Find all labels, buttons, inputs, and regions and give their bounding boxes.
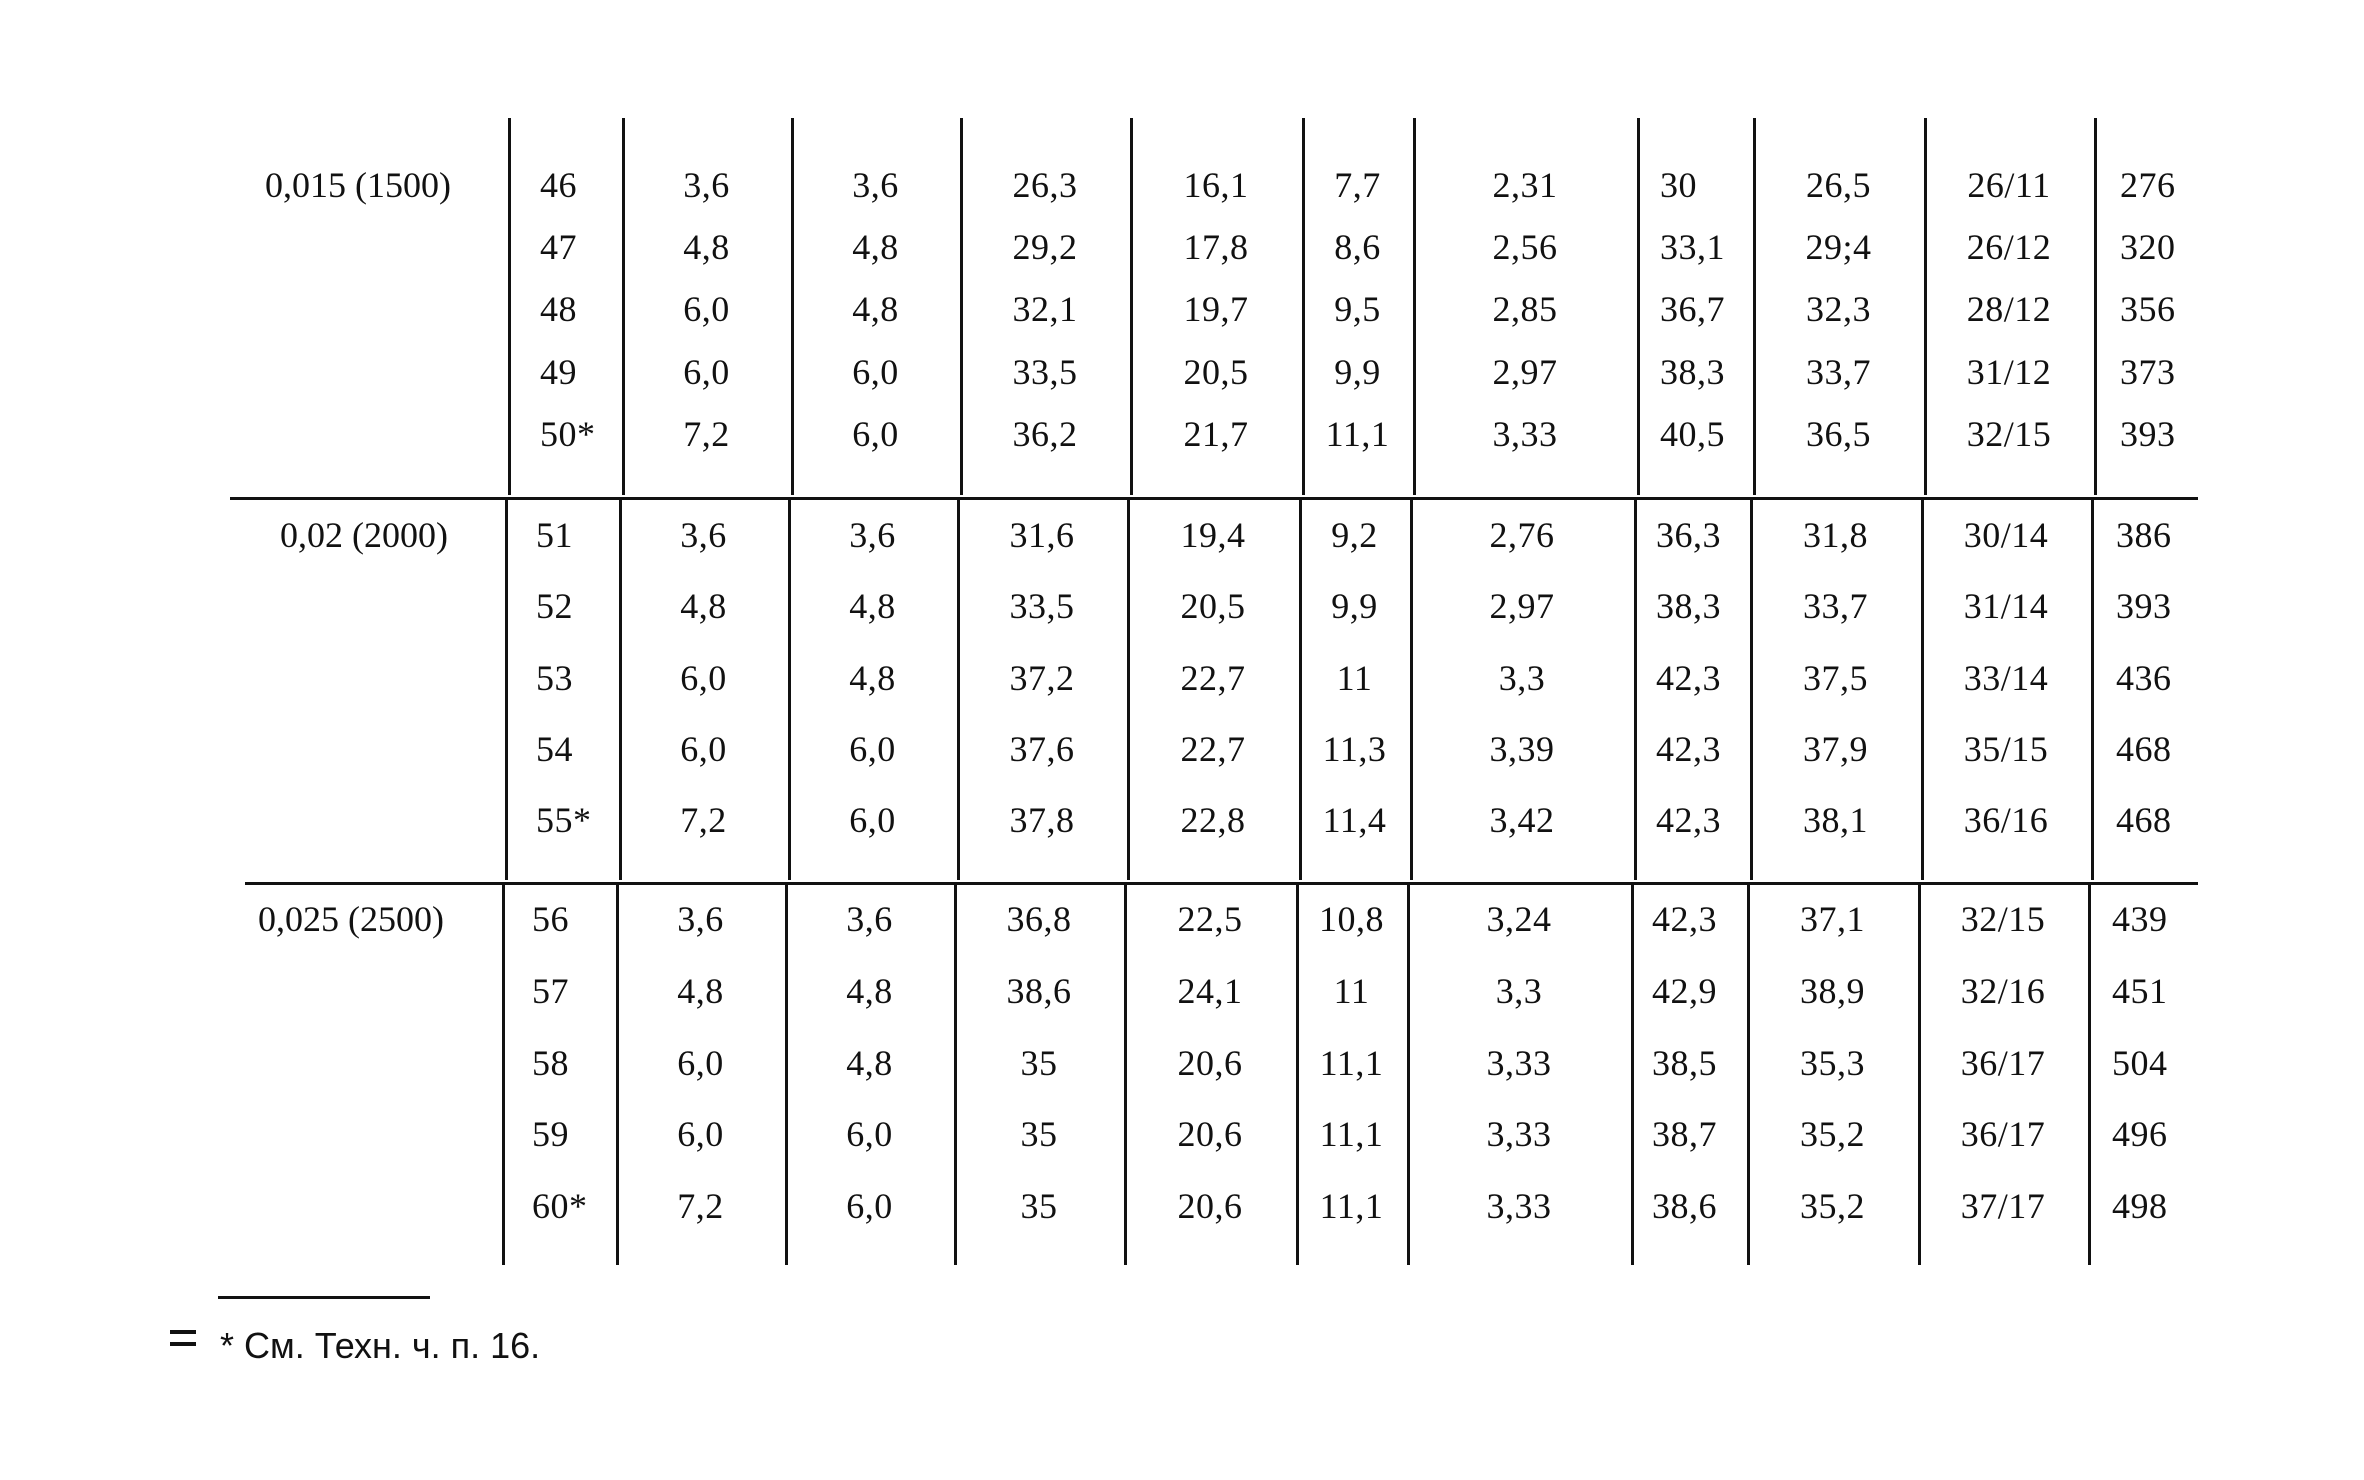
- column-rule: [1924, 118, 1927, 495]
- table-cell: 468: [2116, 800, 2172, 840]
- table-cell: 11,1: [1319, 1186, 1384, 1226]
- table-cell: 37,5: [1803, 658, 1868, 698]
- column-rule: [505, 500, 508, 880]
- table-cell: 451: [2112, 971, 2168, 1011]
- table-cell: 386: [2116, 515, 2172, 555]
- table-cell: 29;4: [1805, 227, 1872, 267]
- table-cell: 11,3: [1322, 729, 1387, 769]
- table-cell: 32/15: [1960, 899, 2046, 939]
- table-cell: 439: [2112, 899, 2168, 939]
- table-cell: 33,7: [1806, 352, 1871, 392]
- table-cell: 8,6: [1334, 227, 1381, 267]
- table-cell: 22,7: [1180, 729, 1246, 769]
- column-rule: [1127, 500, 1130, 880]
- table-cell: 3,33: [1486, 1114, 1552, 1154]
- table-cell: 42,9: [1652, 971, 1717, 1011]
- table-cell: 36,3: [1656, 515, 1721, 555]
- table-cell: 38,6: [1006, 971, 1072, 1011]
- table-cell: 32,3: [1806, 289, 1871, 329]
- table-cell: 10,8: [1319, 899, 1384, 939]
- column-rule: [1637, 118, 1640, 495]
- table-cell: 2,31: [1492, 165, 1558, 205]
- table-cell: 32,1: [1012, 289, 1078, 329]
- table-cell: 11,4: [1322, 800, 1387, 840]
- column-rule: [616, 885, 619, 1265]
- table-cell: 20,6: [1177, 1114, 1243, 1154]
- table-cell: 42,3: [1652, 899, 1717, 939]
- table-cell: 38,1: [1803, 800, 1868, 840]
- table-cell: 26/12: [1966, 227, 2052, 267]
- table-cell: 38,7: [1652, 1114, 1717, 1154]
- table-cell: 20,6: [1177, 1043, 1243, 1083]
- table-cell: 33,5: [1012, 352, 1078, 392]
- table-cell: 36/17: [1960, 1114, 2046, 1154]
- group-divider-1: [230, 497, 2198, 500]
- column-rule: [1130, 118, 1133, 495]
- table-cell: 30/14: [1963, 515, 2049, 555]
- table-cell: 37,9: [1803, 729, 1868, 769]
- table-cell: 21,7: [1183, 414, 1249, 454]
- table-cell: 33,1: [1660, 227, 1725, 267]
- column-rule: [1634, 500, 1637, 880]
- table-cell: 36,2: [1012, 414, 1078, 454]
- table-cell: 9,9: [1331, 586, 1378, 626]
- table-cell: 31,8: [1803, 515, 1868, 555]
- row-number-cell: 54: [536, 729, 573, 769]
- column-rule: [2088, 885, 2091, 1265]
- table-cell: 2,76: [1489, 515, 1555, 555]
- table-cell: 498: [2112, 1186, 2168, 1226]
- table-cell: 35/15: [1963, 729, 2049, 769]
- table-cell: 38,3: [1660, 352, 1725, 392]
- table-cell: 4,8: [849, 658, 896, 698]
- table-cell: 4,8: [852, 289, 899, 329]
- table-cell: 19,4: [1180, 515, 1246, 555]
- table-cell: 3,6: [677, 899, 724, 939]
- column-rule: [1631, 885, 1634, 1265]
- table-cell: 2,97: [1489, 586, 1555, 626]
- table-cell: 31/14: [1963, 586, 2049, 626]
- table-cell: 4,8: [852, 227, 899, 267]
- table-cell: 7,7: [1334, 165, 1381, 205]
- table-cell: 36/16: [1963, 800, 2049, 840]
- group-label: 0,025 (2500): [258, 899, 444, 939]
- table-cell: 7,2: [680, 800, 727, 840]
- row-number-cell: 51: [536, 515, 573, 555]
- table-cell: 22,5: [1177, 899, 1243, 939]
- table-cell: 7,2: [677, 1186, 724, 1226]
- table-cell: 35,2: [1800, 1114, 1865, 1154]
- table-cell: 37,8: [1009, 800, 1075, 840]
- table-cell: 35: [1020, 1043, 1058, 1083]
- table-cell: 3,6: [846, 899, 893, 939]
- table-cell: 16,1: [1183, 165, 1249, 205]
- table-cell: 6,0: [849, 800, 896, 840]
- table-cell: 276: [2120, 165, 2176, 205]
- row-number-cell: 59: [532, 1114, 569, 1154]
- table-cell: 4,8: [677, 971, 724, 1011]
- table-cell: 6,0: [846, 1186, 893, 1226]
- table-cell: 4,8: [849, 586, 896, 626]
- table-cell: 6,0: [852, 352, 899, 392]
- table-cell: 28/12: [1966, 289, 2052, 329]
- table-cell: 22,7: [1180, 658, 1246, 698]
- column-rule: [788, 500, 791, 880]
- table-cell: 11,1: [1325, 414, 1390, 454]
- table-cell: 30: [1660, 165, 1697, 205]
- column-rule: [619, 500, 622, 880]
- table-cell: 3,24: [1486, 899, 1552, 939]
- table-cell: 393: [2116, 586, 2172, 626]
- table-cell: 496: [2112, 1114, 2168, 1154]
- column-rule: [957, 500, 960, 880]
- column-rule: [1918, 885, 1921, 1265]
- table-cell: 3,3: [1498, 658, 1546, 698]
- table-cell: 42,3: [1656, 800, 1721, 840]
- table-cell: 37,6: [1009, 729, 1075, 769]
- table-cell: 26,3: [1012, 165, 1078, 205]
- row-number-cell: 48: [540, 289, 577, 329]
- table-cell: 32/16: [1960, 971, 2046, 1011]
- table-cell: 3,6: [683, 165, 730, 205]
- row-number-cell: 58: [532, 1043, 569, 1083]
- table-cell: 2,56: [1492, 227, 1558, 267]
- row-number-cell: 57: [532, 971, 569, 1011]
- table-cell: 17,8: [1183, 227, 1249, 267]
- table-cell: 38,9: [1800, 971, 1865, 1011]
- group-label: 0,02 (2000): [280, 515, 448, 555]
- table-cell: 2,97: [1492, 352, 1558, 392]
- table-cell: 3,6: [680, 515, 727, 555]
- table-cell: 4,8: [680, 586, 727, 626]
- table-cell: 42,3: [1656, 729, 1721, 769]
- column-rule: [1124, 885, 1127, 1265]
- column-rule: [2094, 118, 2097, 495]
- table-cell: 36,7: [1660, 289, 1725, 329]
- table-cell: 7,2: [683, 414, 730, 454]
- table-cell: 6,0: [683, 289, 730, 329]
- table-cell: 31/12: [1966, 352, 2052, 392]
- table-cell: 26,5: [1806, 165, 1871, 205]
- table-cell: 9,9: [1334, 352, 1381, 392]
- row-number-cell: 46: [540, 165, 577, 205]
- group-label: 0,015 (1500): [265, 165, 451, 205]
- column-rule: [960, 118, 963, 495]
- table-cell: 36,5: [1806, 414, 1871, 454]
- table-cell: 36,8: [1006, 899, 1072, 939]
- table-cell: 26/11: [1967, 165, 2051, 205]
- table-cell: 35: [1020, 1114, 1058, 1154]
- table-cell: 9,2: [1331, 515, 1378, 555]
- column-rule: [1753, 118, 1756, 495]
- row-number-cell: 53: [536, 658, 573, 698]
- table-cell: 20,6: [1177, 1186, 1243, 1226]
- row-number-cell: 55*: [536, 800, 592, 840]
- table-cell: 356: [2120, 289, 2176, 329]
- table-cell: 6,0: [852, 414, 899, 454]
- column-rule: [785, 885, 788, 1265]
- column-rule: [2091, 500, 2094, 880]
- column-rule: [622, 118, 625, 495]
- table-cell: 9,5: [1334, 289, 1381, 329]
- table-cell: 6,0: [677, 1114, 724, 1154]
- table-cell: 3,3: [1495, 971, 1543, 1011]
- table-cell: 3,33: [1486, 1186, 1552, 1226]
- table-cell: 6,0: [680, 729, 727, 769]
- table-cell: 32/15: [1966, 414, 2052, 454]
- table-cell: 3,6: [852, 165, 899, 205]
- column-rule: [791, 118, 794, 495]
- table-cell: 29,2: [1012, 227, 1078, 267]
- table-cell: 36/17: [1960, 1043, 2046, 1083]
- table-cell: 468: [2116, 729, 2172, 769]
- table-cell: 22,8: [1180, 800, 1246, 840]
- table-cell: 2,85: [1492, 289, 1558, 329]
- column-rule: [1750, 500, 1753, 880]
- table-cell: 3,42: [1489, 800, 1555, 840]
- table-cell: 20,5: [1180, 586, 1246, 626]
- group-divider-2: [245, 882, 2198, 885]
- row-number-cell: 56: [532, 899, 569, 939]
- footnote-margin-mark: [170, 1330, 196, 1350]
- table-cell: 19,7: [1183, 289, 1249, 329]
- table-cell: 38,5: [1652, 1043, 1717, 1083]
- table-cell: 37,1: [1800, 899, 1865, 939]
- table-cell: 436: [2116, 658, 2172, 698]
- column-rule: [508, 118, 511, 495]
- row-number-cell: 52: [536, 586, 573, 626]
- table-cell: 38,3: [1656, 586, 1721, 626]
- table-cell: 6,0: [849, 729, 896, 769]
- table-cell: 11,1: [1319, 1114, 1384, 1154]
- column-rule: [1747, 885, 1750, 1265]
- table-cell: 35,2: [1800, 1186, 1865, 1226]
- table-cell: 393: [2120, 414, 2176, 454]
- table-cell: 4,8: [683, 227, 730, 267]
- table-cell: 11: [1336, 658, 1373, 698]
- row-number-cell: 49: [540, 352, 577, 392]
- table-cell: 3,33: [1486, 1043, 1552, 1083]
- table-cell: 6,0: [680, 658, 727, 698]
- table-cell: 6,0: [677, 1043, 724, 1083]
- row-number-cell: 50*: [540, 414, 596, 454]
- table-cell: 31,6: [1009, 515, 1075, 555]
- table-cell: 33,5: [1009, 586, 1075, 626]
- table-cell: 24,1: [1177, 971, 1243, 1011]
- table-cell: 3,6: [849, 515, 896, 555]
- table-cell: 6,0: [683, 352, 730, 392]
- table-cell: 33,7: [1803, 586, 1868, 626]
- table-cell: 35: [1020, 1186, 1058, 1226]
- table-cell: 40,5: [1660, 414, 1725, 454]
- table-cell: 4,8: [846, 1043, 893, 1083]
- table-cell: 11: [1333, 971, 1370, 1011]
- table-cell: 42,3: [1656, 658, 1721, 698]
- table-cell: 320: [2120, 227, 2176, 267]
- table-cell: 3,39: [1489, 729, 1555, 769]
- column-rule: [1921, 500, 1924, 880]
- footnote: * См. Техн. ч. п. 16.: [220, 1325, 541, 1366]
- column-rule: [954, 885, 957, 1265]
- column-rule: [502, 885, 505, 1265]
- table-cell: 20,5: [1183, 352, 1249, 392]
- row-number-cell: 60*: [532, 1186, 588, 1226]
- table-cell: 504: [2112, 1043, 2168, 1083]
- table-cell: 11,1: [1319, 1043, 1384, 1083]
- table-cell: 4,8: [846, 971, 893, 1011]
- table-cell: 38,6: [1652, 1186, 1717, 1226]
- table-cell: 3,33: [1492, 414, 1558, 454]
- table-cell: 37/17: [1960, 1186, 2046, 1226]
- table-cell: 373: [2120, 352, 2176, 392]
- table-cell: 35,3: [1800, 1043, 1865, 1083]
- table-cell: 33/14: [1963, 658, 2049, 698]
- row-number-cell: 47: [540, 227, 577, 267]
- table-cell: 6,0: [846, 1114, 893, 1154]
- table-cell: 37,2: [1009, 658, 1075, 698]
- footnote-rule: [218, 1296, 430, 1299]
